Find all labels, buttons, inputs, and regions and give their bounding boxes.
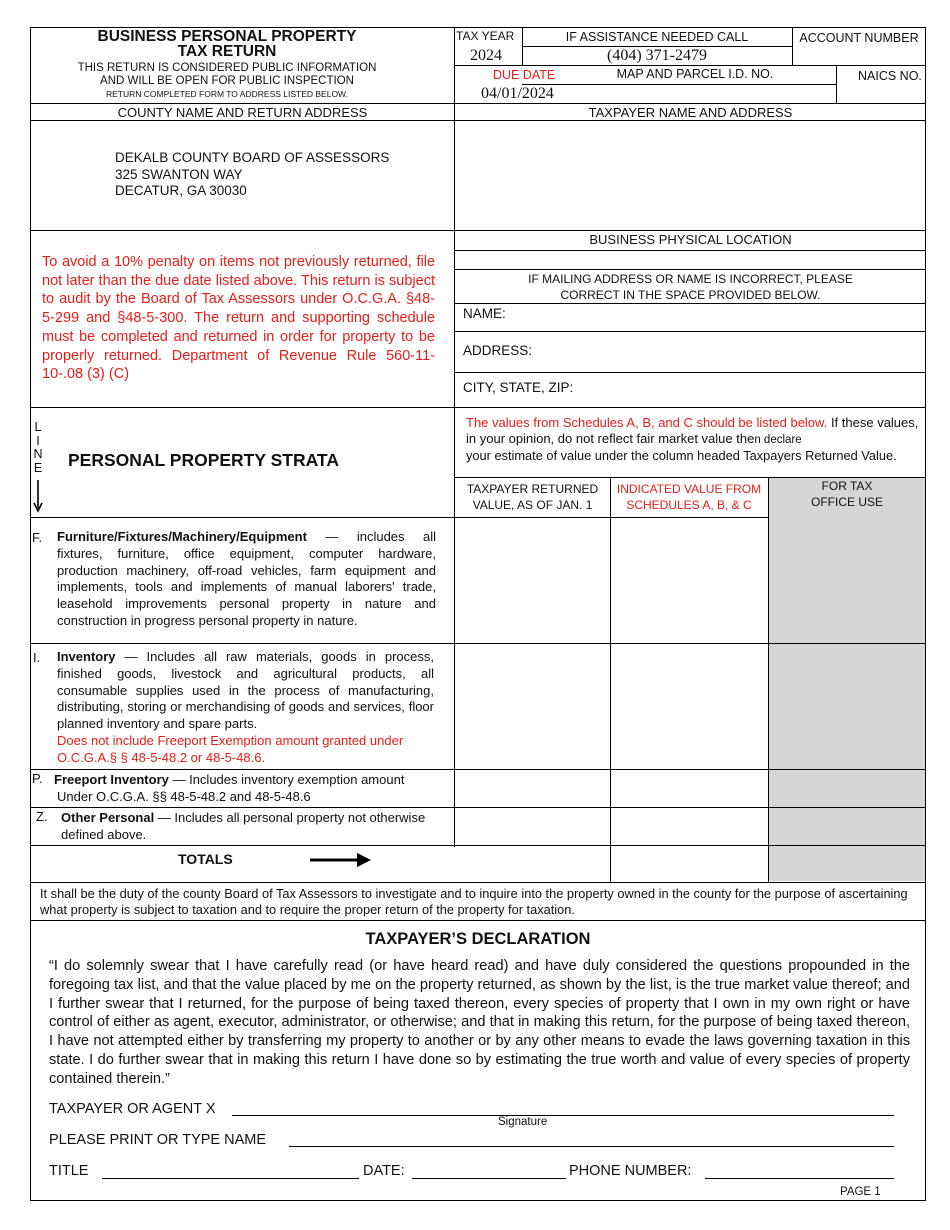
title-line-2: TAX RETURN [177,43,277,60]
declaration-text: “I do solemnly swear that I have carefully read (or have heard read) and have duly considered the questions propounded in the foregoing tax list, and that the value placed by me on the property returned, as shown by the list, is the true market value thereof; and I further swear that I returned, for the purpose of being taxed thereon, every species of property that I own in my own right or have control of either as agent, executor, administrator, or otherwise; and that in making this return, for the purpose of being taxed thereon, I have not attempted either by transferring my property to another or by any other means to evade the laws governing taxation in this state. I do further swear that in making this return I have done so by estimating the true worth and value of every species of property contained therein.” [49,958,910,1087]
section-divider [455,269,926,270]
due-date-label: DUE DATE [493,68,556,82]
physical-location-label: BUSINESS PHYSICAL LOCATION [589,232,792,247]
public-info-line-1: THIS RETURN IS CONSIDERED PUBLIC INFORMATION [77,62,377,74]
signature-caption: Signature [498,1116,548,1128]
map-parcel-label: MAP AND PARCEL I.D. NO. [616,67,774,81]
section-divider [455,372,926,373]
print-name-label: PLEASE PRINT OR TYPE NAME [49,1132,267,1148]
header-divider [455,103,926,104]
strata-row-other [61,809,441,843]
naics-field[interactable] [837,85,925,102]
county-address-line-2: 325 SWANTON WAY [115,166,243,182]
value-input-cell[interactable] [612,809,767,844]
column-divider [610,477,611,882]
account-number-field[interactable] [793,47,925,64]
values-note-black: If these values, in your opinion, do not reflect fair market value the [466,415,919,446]
incorrect-note-line-1: IF MAILING ADDRESS OR NAME IS INCORRECT, PLEASE [528,272,853,286]
phone-label: PHONE NUMBER: [569,1163,692,1179]
row-desc-2: defined above. [61,827,147,842]
line-letter: L [34,420,42,434]
line-letter: I [36,433,40,448]
public-info-line-2: AND WILL BE OPEN FOR PUBLIC INSPECTION [100,75,354,87]
values-note-small: n declare [754,433,802,446]
row-desc: — Includes all personal property not otherwise [154,810,426,825]
value-input-cell[interactable] [612,645,767,768]
row-letter: Z. [36,809,48,824]
col3-line-1: FOR TAX [821,479,873,493]
title-line-1: BUSINESS PERSONAL PROPERTY [97,28,357,45]
physical-location-field[interactable] [456,251,925,268]
section-divider [30,920,926,921]
tax-year-value[interactable]: 2024 [470,47,502,64]
col3-line-2: OFFICE USE [810,495,883,509]
section-divider [30,120,926,121]
account-number-label: ACCOUNT NUMBER [799,31,919,45]
row-divider [30,882,926,883]
county-address-line-1: DEKALB COUNTY BOARD OF ASSESSORS [115,150,390,165]
totals-input-cell[interactable] [612,847,767,881]
value-input-cell[interactable] [456,809,609,844]
phone-line[interactable] [705,1178,894,1179]
duty-statement: It shall be the duty of the county Board of Tax Assessors to investigate and to inquire into the property owned in the county for the purpose of ascertaining what property is subject to taxation and to require the proper return of the property for taxation. [40,886,908,917]
col-indicated-value [610,481,768,513]
value-input-cell[interactable] [456,645,609,768]
value-input-cell[interactable] [456,519,609,642]
title-label: TITLE [49,1163,89,1179]
penalty-notice: To avoid a 10% penalty on items not previously returned, file not later than the due date listed above. This return is subject to audit by the Board of Tax Assessors under O.C.G.A. §48-5-299 and §48-5-300. The return and supporting schedule must be completed and returned in order for property to be properly returned. Department of Revenue Rule 560-11-10-.08 (3) (C) [42,254,435,383]
map-parcel-field[interactable] [523,85,835,102]
col1-line-2: VALUE, AS OF JAN. 1 [472,498,593,512]
incorrect-note-line-2: CORRECT IN THE SPACE PROVIDED BELOW. [560,288,821,302]
row-divider [30,845,926,846]
row-title: Freeport Inventory [54,772,169,787]
taxpayer-heading: TAXPAYER NAME AND ADDRESS [588,105,793,120]
form-title [31,29,423,59]
strata-row-freeport [54,771,439,805]
due-date-value: 04/01/2024 [481,85,554,102]
col2-line-1: INDICATED VALUE FROM [616,482,762,496]
row-divider [30,643,926,644]
signature-line[interactable] [232,1115,894,1116]
address-field[interactable] [540,333,924,371]
row-divider [30,769,926,770]
section-divider [455,331,926,332]
address-label: ADDRESS: [463,343,533,358]
county-address-line-3: DECATUR, GA 30030 [115,183,247,198]
value-input-cell[interactable] [456,771,609,806]
row-desc: — Includes inventory exemption amount [168,772,405,787]
county-address [115,150,389,200]
row-letter: P. [32,771,43,786]
title-line[interactable] [102,1178,359,1179]
values-note [466,415,921,464]
row-desc: — Includes all raw materials, goods in process, finished goods, livestock and agricultural products, all consumable supplies used in the process of manufacturing, distributing, storing or merchandising of goods and services, floor planned inventory and spare parts. [57,649,434,732]
values-note-line-3: your estimate of value under the column headed Taxpayers Returned Value. [466,448,897,463]
down-arrow-icon [32,479,44,513]
print-name-line[interactable] [289,1146,894,1147]
col2-line-2: SCHEDULES A, B, & C [626,498,752,512]
col1-line-1: TAXPAYER RETURNED [466,482,599,496]
section-divider [30,103,455,104]
assistance-phone: (404) 371-2479 [607,47,707,64]
tax-year-label: TAX YEAR [456,29,515,43]
strata-heading: PERSONAL PROPERTY STRATA [68,450,339,470]
strata-row-furniture [57,529,436,630]
value-input-cell[interactable] [612,771,767,806]
city-state-zip-label: CITY, STATE, ZIP: [463,380,574,395]
date-line[interactable] [412,1178,566,1179]
date-label: DATE: [363,1163,405,1179]
section-divider [30,407,926,408]
col-taxpayer-returned [455,481,610,513]
page-number: PAGE 1 [840,1186,881,1198]
tax-office-shade [769,478,925,881]
line-vertical-label [32,421,44,475]
row-title: Furniture/Fixtures/Machinery/Equipment [57,529,307,544]
row-letter: F. [32,530,43,545]
header-divider [454,65,926,66]
incorrect-address-note [455,271,926,303]
totals-label: TOTALS [178,851,233,867]
public-info-notice [31,62,423,88]
value-input-cell[interactable] [612,519,767,642]
right-arrow-icon [309,851,373,869]
col-tax-office-use [769,478,925,510]
name-field[interactable] [510,304,924,330]
strata-row-inventory [57,649,434,767]
return-instruction: RETURN COMPLETED FORM TO ADDRESS LISTED BELOW. [106,89,348,99]
row-letter: I. [33,650,41,665]
assistance-label: IF ASSISTANCE NEEDED CALL [565,30,749,44]
line-letter: E [33,460,43,475]
row-desc-2: Under O.C.G.A. §§ 48-5-48.2 and 48-5-48.6 [57,789,311,804]
freeport-exclusion-note: Does not include Freeport Exemption amount granted under O.C.G.A.§ § 48-5-48.2 or 48-5-48.6. [57,732,404,765]
row-divider [30,807,926,808]
totals-input-cell[interactable] [456,847,609,881]
row-desc: — includes all fixtures, furniture, office equipment, computer hardware, production machinery, off-road vehicles, farm equipment and implements, tools and implements of manual laborers' trade, leasehold improvements personal property in nature and construction in progress personal property in nature. [57,529,436,628]
city-state-zip-field[interactable] [580,374,924,405]
declaration-heading: TAXPAYER’S DECLARATION [365,930,591,948]
line-letter: N [33,447,43,461]
row-title: Other Personal [61,810,155,825]
column-divider [454,103,455,847]
taxpayer-address-field[interactable] [456,122,925,228]
naics-label: NAICS NO. [858,69,922,83]
section-divider [30,230,926,231]
county-heading: COUNTY NAME AND RETURN ADDRESS [117,105,368,120]
values-note-red: The values from Schedules A, B, and C should be listed below. [466,415,828,430]
agent-label: TAXPAYER OR AGENT X [49,1101,216,1117]
name-label: NAME: [463,306,506,321]
row-title: Inventory [57,649,116,664]
